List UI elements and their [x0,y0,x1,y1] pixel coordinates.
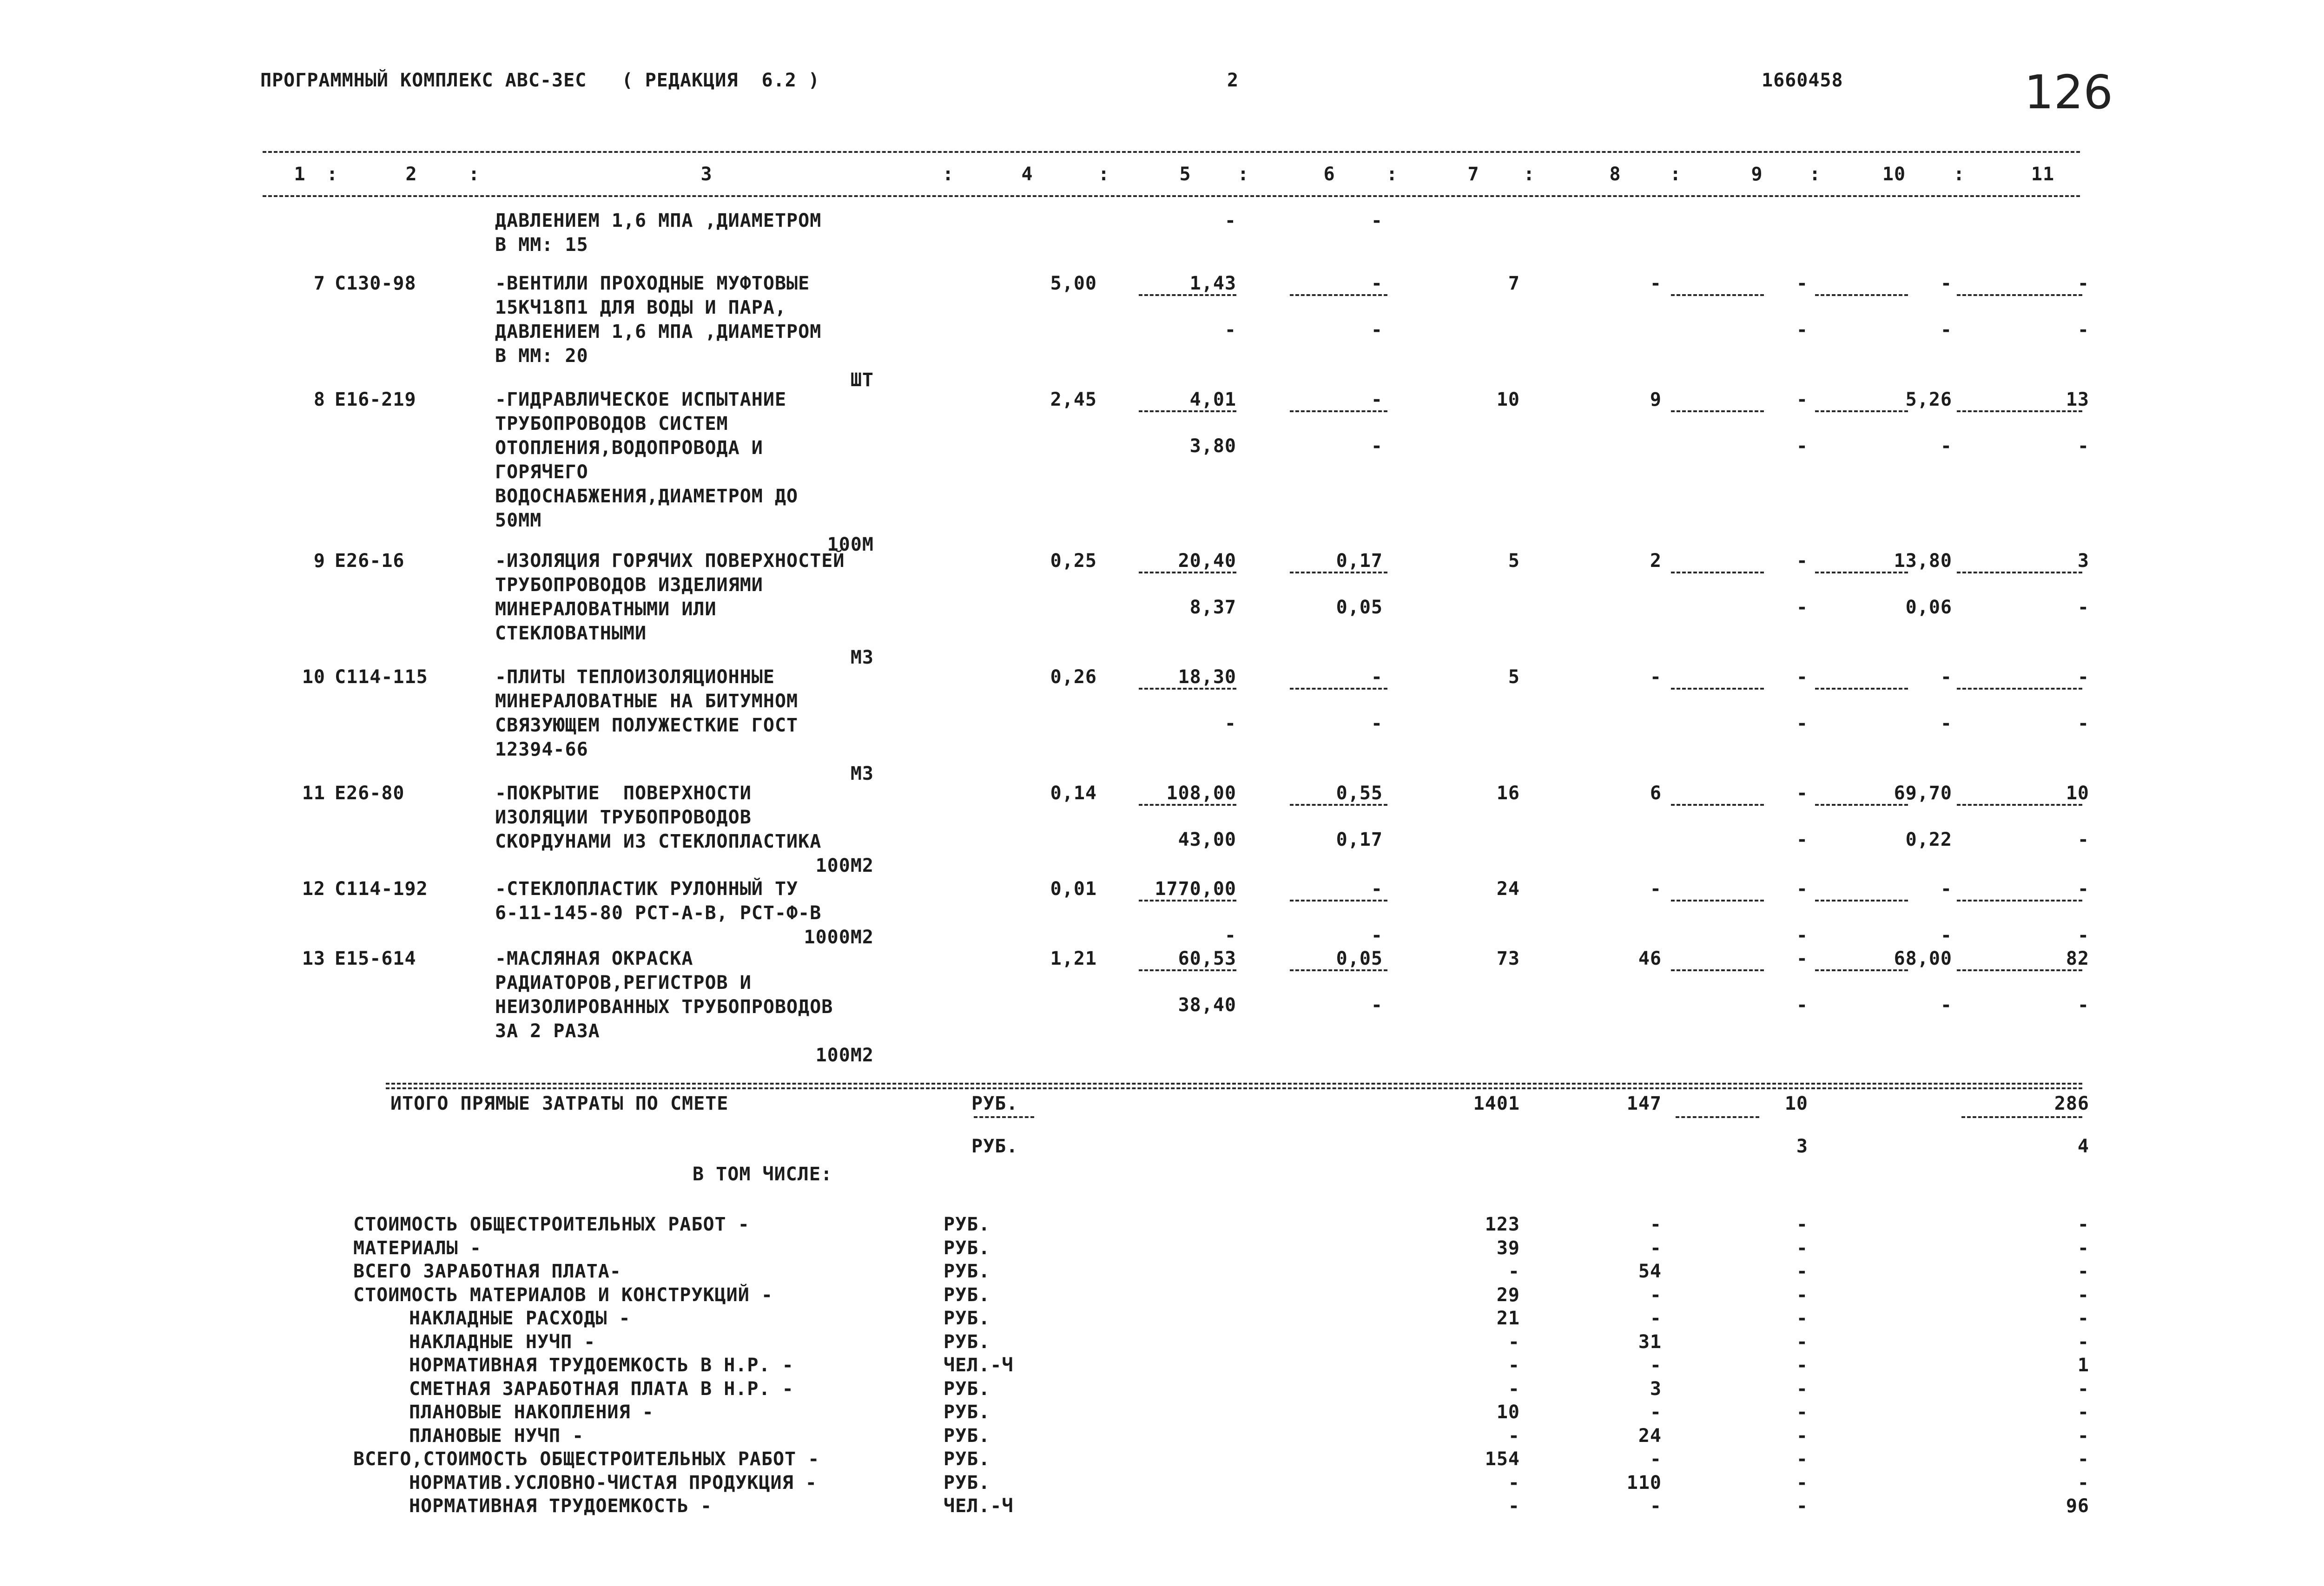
totals-c9: 10 [1784,1093,1808,1114]
cell-divider [1957,294,2082,296]
cell-divider [1139,572,1236,573]
cell-c9: - [1796,783,1808,804]
cell-c9: - [1796,389,1808,410]
column-separator: : [468,164,480,185]
row-number: 12 [302,878,325,900]
column-header-6: 6 [1323,164,1335,185]
desc-line: 12394-66 [495,739,588,760]
column-header-11: 11 [2031,164,2055,185]
breakdown-label: ПЛАНОВЫЕ НАКОПЛЕНИЯ - [409,1402,654,1423]
cell-qty: 0,26 [1050,666,1097,688]
cell-c6: - [1371,713,1383,734]
totals-c9: 3 [1796,1136,1808,1157]
breakdown-label: СМЕТНАЯ ЗАРАБОТНАЯ ПЛАТА В Н.Р. - [409,1378,794,1400]
breakdown-unit: РУБ. [944,1261,990,1282]
column-header-9: 9 [1751,164,1763,185]
breakdown-c8: - [1650,1237,1662,1259]
desc-line: В ММ: 15 [495,234,588,256]
cell-qty: 1,21 [1050,948,1097,969]
cell-c10: - [1940,713,1952,734]
cell-c8: 46 [1638,948,1662,969]
cell-c10: 0,22 [1905,829,1952,850]
breakdown-c9: - [1796,1425,1808,1447]
cell-c10: - [1940,273,1952,294]
cell-divider [1290,410,1387,412]
row-code: С114-115 [335,666,428,688]
totals-divider [974,1116,1034,1118]
desc-line: В ММ: 20 [495,345,588,367]
cell-divider [1815,572,1908,573]
cell-c6: - [1371,994,1383,1016]
document-number: 1660458 [1762,70,1843,91]
cell-divider [1139,969,1236,971]
cell-c5: 4,01 [1189,389,1236,410]
cell-c11: - [2077,435,2089,457]
breakdown-c11: - [2077,1378,2089,1400]
breakdown-c11: - [2077,1448,2089,1470]
sheet-number: 2 [1227,70,1239,91]
cell-c5: 18,30 [1178,666,1236,688]
cell-c10: - [1940,666,1952,688]
cell-c10: - [1940,994,1952,1016]
column-separator: : [1386,164,1398,185]
cell-c6: 0,55 [1336,783,1383,804]
cell-divider [1957,410,2082,412]
cell-c11: - [2077,925,2089,946]
cell-c6: - [1371,666,1383,688]
breakdown-c7: 154 [1485,1448,1520,1470]
cell-c10: 68,00 [1894,948,1952,969]
desc-line: СКОРДУНАМИ ИЗ СТЕКЛОПЛАСТИКА [495,831,822,852]
breakdown-label: НОРМАТИВНАЯ ТРУДОЕМКОСТЬ В Н.Р. - [409,1355,794,1376]
desc-line: -ПОКРЫТИЕ ПОВЕРХНОСТИ [495,783,752,804]
cell-c7: 10 [1496,389,1520,410]
cell-c6: - [1371,319,1383,341]
breakdown-c7: 123 [1485,1214,1520,1235]
breakdown-c9: - [1796,1495,1808,1517]
breakdown-unit: ЧЕЛ.-Ч [944,1355,1014,1376]
cell-c5: 1770,00 [1155,878,1236,900]
cell-c5: 60,53 [1178,948,1236,969]
cell-divider [1957,969,2082,971]
cell-divider [1290,572,1387,573]
desc-line: ИЗОЛЯЦИИ ТРУБОПРОВОДОВ [495,807,752,828]
cell-c7: 16 [1496,783,1520,804]
cell-c9: - [1796,666,1808,688]
breakdown-c11: - [2077,1402,2089,1423]
desc-line: СВЯЗУЮЩЕМ ПОЛУЖЕСТКИЕ ГОСТ [495,715,799,736]
breakdown-c8: 24 [1638,1425,1662,1447]
cell-c11: - [2077,597,2089,618]
column-separator: : [942,164,954,185]
desc-line: ЗА 2 РАЗА [495,1020,600,1042]
breakdown-c8: 110 [1626,1472,1662,1494]
program-title: ПРОГРАММНЫЙ КОМПЛЕКС АВС-3ЕС ( РЕДАКЦИЯ 6.2 ) [260,70,820,91]
totals-c11: 4 [2077,1136,2089,1157]
cell-c6: 0,05 [1336,948,1383,969]
totals-divider [1676,1116,1759,1118]
cell-divider [1671,294,1764,296]
row-code: С114-192 [335,878,428,900]
row-code: Е16-219 [335,389,416,410]
breakdown-c9: - [1796,1472,1808,1494]
cell-divider [1671,900,1764,902]
column-header-7: 7 [1467,164,1479,185]
breakdown-c11: - [2077,1308,2089,1329]
cell-divider [1139,804,1236,806]
cell-c10: - [1940,925,1952,946]
totals-top-rule-2 [386,1087,2082,1089]
column-header-3: 3 [700,164,713,185]
handwritten-page-number: 126 [2024,65,2113,119]
cell-divider [1815,410,1908,412]
cell-c7: 73 [1496,948,1520,969]
cell-c5: - [1224,210,1236,231]
breakdown-c7: - [1508,1331,1520,1353]
breakdown-c8: - [1650,1355,1662,1376]
desc-line: -ПЛИТЫ ТЕПЛОИЗОЛЯЦИОННЫЕ [495,666,775,688]
cell-divider [1671,688,1764,690]
breakdown-label: НАКЛАДНЫЕ РАСХОДЫ - [409,1308,631,1329]
breakdown-label: СТОИМОСТЬ ОБЩЕСТРОИТЕЛЬНЫХ РАБОТ - [353,1214,750,1235]
breakdown-c9: - [1796,1284,1808,1306]
breakdown-c8: - [1650,1214,1662,1235]
breakdown-c7: 10 [1496,1402,1520,1423]
cell-c6: - [1371,273,1383,294]
breakdown-unit: РУБ. [944,1214,990,1235]
totals-divider [1961,1116,2082,1118]
breakdown-label: СТОИМОСТЬ МАТЕРИАЛОВ И КОНСТРУКЦИЙ - [353,1284,773,1306]
desc-line: ДАВЛЕНИЕМ 1,6 МПА ,ДИАМЕТРОМ [495,210,822,231]
cell-c5: - [1224,925,1236,946]
row-number: 7 [313,273,325,294]
breakdown-c9: - [1796,1402,1808,1423]
row-number: 8 [313,389,325,410]
column-separator: : [326,164,338,185]
cell-c6: - [1371,210,1383,231]
breakdown-c11: - [2077,1472,2089,1494]
cell-c5: 1,43 [1189,273,1236,294]
cell-c6: 0,05 [1336,597,1383,618]
cell-c11: - [2077,829,2089,850]
cell-c11: - [2077,273,2089,294]
cell-divider [1290,294,1387,296]
column-separator: : [1523,164,1535,185]
totals-c11: 286 [2054,1093,2089,1114]
desc-line: СТЕКЛОВАТНЫМИ [495,623,647,644]
row-code: Е26-16 [335,550,405,572]
cell-c6: - [1371,925,1383,946]
breakdown-label: ВСЕГО ЗАРАБОТНАЯ ПЛАТА- [353,1261,621,1282]
cell-c7: 5 [1508,666,1520,688]
column-separator: : [1098,164,1110,185]
cell-c11: 10 [2066,783,2089,804]
cell-c11: - [2077,713,2089,734]
cell-qty: 0,01 [1050,878,1097,900]
cell-c11: 13 [2066,389,2089,410]
cell-c10: 5,26 [1905,389,1952,410]
cell-divider [1671,572,1764,573]
desc-line: ВОДОСНАБЖЕНИЯ,ДИАМЕТРОМ ДО [495,486,799,507]
desc-line: 50ММ [495,510,542,531]
column-separator: : [1670,164,1682,185]
cell-c5: 20,40 [1178,550,1236,572]
cell-c10: - [1940,878,1952,900]
cell-c5: - [1224,319,1236,341]
desc-line: ДАВЛЕНИЕМ 1,6 МПА ,ДИАМЕТРОМ [495,321,822,342]
desc-line: -ИЗОЛЯЦИЯ ГОРЯЧИХ ПОВЕРХНОСТЕЙ [495,550,845,572]
cell-divider [1671,969,1764,971]
cell-c7: 5 [1508,550,1520,572]
cell-qty: 0,14 [1050,783,1097,804]
cell-c5: 108,00 [1166,783,1236,804]
breakdown-c9: - [1796,1261,1808,1282]
cell-c8: 6 [1650,783,1662,804]
breakdown-unit: ЧЕЛ.-Ч [944,1495,1014,1517]
cell-divider [1290,969,1387,971]
totals-unit: РУБ. [971,1093,1018,1114]
desc-line: ГОРЯЧЕГО [495,461,588,483]
desc-line: -ГИДРАВЛИЧЕСКОЕ ИСПЫТАНИЕ [495,389,787,410]
breakdown-c11: - [2077,1261,2089,1282]
cell-divider [1815,969,1908,971]
breakdown-c8: - [1650,1402,1662,1423]
breakdown-c7: 29 [1496,1284,1520,1306]
desc-line: МИНЕРАЛОВАТНЫЕ НА БИТУМНОМ [495,691,799,712]
row-number: 10 [302,666,325,688]
header-bottom-rule [263,195,2080,197]
totals-top-rule [386,1083,2082,1085]
totals-label: ИТОГО ПРЯМЫЕ ЗАТРАТЫ ПО СМЕТЕ [390,1093,729,1114]
breakdown-c9: - [1796,1355,1808,1376]
breakdown-c7: - [1508,1425,1520,1447]
breakdown-unit: РУБ. [944,1378,990,1400]
row-code: Е26-80 [335,783,405,804]
breakdown-c11: - [2077,1331,2089,1353]
breakdown-c7: - [1508,1378,1520,1400]
cell-c6: - [1371,878,1383,900]
cell-c10: - [1940,435,1952,457]
column-separator: : [1237,164,1249,185]
breakdown-c9: - [1796,1331,1808,1353]
cell-divider [1957,688,2082,690]
cell-c9: - [1796,994,1808,1016]
cell-c6: - [1371,435,1383,457]
breakdown-unit: РУБ. [944,1472,990,1494]
cell-c6: 0,17 [1336,550,1383,572]
breakdown-unit: РУБ. [944,1425,990,1447]
breakdown-label: ВСЕГО,СТОИМОСТЬ ОБЩЕСТРОИТЕЛЬНЫХ РАБОТ - [353,1448,820,1470]
cell-c9: - [1796,878,1808,900]
desc-line: -МАСЛЯНАЯ ОКРАСКА [495,948,693,969]
cell-c9: - [1796,550,1808,572]
cell-c10: 13,80 [1894,550,1952,572]
unit-label: 100М2 [815,855,874,876]
breakdown-c7: 21 [1496,1308,1520,1329]
desc-line: РАДИАТОРОВ,РЕГИСТРОВ И [495,972,752,994]
cell-c11: - [2077,878,2089,900]
row-number: 9 [313,550,325,572]
column-header-5: 5 [1179,164,1191,185]
column-header-10: 10 [1882,164,1906,185]
desc-line: ТРУБОПРОВОДОВ СИСТЕМ [495,413,728,434]
header-top-rule [263,151,2080,153]
cell-qty: 2,45 [1050,389,1097,410]
breakdown-c9: - [1796,1214,1808,1235]
desc-line: -СТЕКЛОПЛАСТИК РУЛОННЫЙ ТУ [495,878,799,900]
breakdown-c7: - [1508,1472,1520,1494]
unit-label: 1000М2 [804,927,874,948]
cell-divider [1671,410,1764,412]
breakdown-c8: 31 [1638,1331,1662,1353]
breakdown-label: НАКЛАДНЫЕ НУЧП - [409,1331,596,1353]
cell-c11: - [2077,319,2089,341]
cell-c7: 7 [1508,273,1520,294]
unit-label: ШТ [850,369,874,391]
cell-divider [1957,572,2082,573]
cell-divider [1139,900,1236,902]
breakdown-unit: РУБ. [944,1237,990,1259]
cell-c6: 0,17 [1336,829,1383,850]
unit-label: М3 [850,647,874,668]
totals-c7: 1401 [1473,1093,1520,1114]
cell-divider [1290,900,1387,902]
cell-divider [1815,294,1908,296]
cell-c9: - [1796,273,1808,294]
breakdown-c9: - [1796,1308,1808,1329]
desc-line: ОТОПЛЕНИЯ,ВОДОПРОВОДА И [495,437,763,459]
cell-c5: 8,37 [1189,597,1236,618]
cell-c9: - [1796,948,1808,969]
breakdown-unit: РУБ. [944,1402,990,1423]
cell-c5: 38,40 [1178,994,1236,1016]
breakdown-label: НОРМАТИВ.УСЛОВНО-ЧИСТАЯ ПРОДУКЦИЯ - [409,1472,817,1494]
cell-c5: 3,80 [1189,435,1236,457]
breakdown-c8: 54 [1638,1261,1662,1282]
column-header-1: 1 [294,164,306,185]
cell-c8: 2 [1650,550,1662,572]
breakdown-c11: - [2077,1284,2089,1306]
breakdown-c8: 3 [1650,1378,1662,1400]
row-code: С130-98 [335,273,416,294]
breakdown-c11: - [2077,1425,2089,1447]
cell-c10: 69,70 [1894,783,1952,804]
cell-divider [1139,410,1236,412]
cell-divider [1957,804,2082,806]
cell-c10: 0,06 [1905,597,1952,618]
cell-qty: 5,00 [1050,273,1097,294]
cell-c9: - [1796,925,1808,946]
cell-c8: - [1650,273,1662,294]
cell-c8: 9 [1650,389,1662,410]
row-code: Е15-614 [335,948,416,969]
cell-c8: - [1650,666,1662,688]
cell-c11: 82 [2066,948,2089,969]
including-label: В ТОМ ЧИСЛЕ: [693,1164,832,1185]
cell-qty: 0,25 [1050,550,1097,572]
breakdown-c11: - [2077,1237,2089,1259]
cell-c9: - [1796,319,1808,341]
cell-divider [1815,804,1908,806]
row-number: 11 [302,783,325,804]
breakdown-c8: - [1650,1495,1662,1517]
unit-label: М3 [850,763,874,784]
cell-divider [1815,900,1908,902]
breakdown-c8: - [1650,1284,1662,1306]
breakdown-c7: - [1508,1495,1520,1517]
desc-line: НЕИЗОЛИРОВАННЫХ ТРУБОПРОВОДОВ [495,996,833,1018]
breakdown-c9: - [1796,1448,1808,1470]
column-header-4: 4 [1021,164,1033,185]
cell-c9: - [1796,597,1808,618]
breakdown-unit: РУБ. [944,1448,990,1470]
cell-divider [1290,688,1387,690]
desc-line: 15КЧ18П1 ДЛЯ ВОДЫ И ПАРА, [495,297,787,318]
cell-c9: - [1796,829,1808,850]
cell-c11: - [2077,994,2089,1016]
cell-c9: - [1796,435,1808,457]
breakdown-c8: - [1650,1308,1662,1329]
breakdown-unit: РУБ. [944,1331,990,1353]
breakdown-c9: - [1796,1237,1808,1259]
cell-c8: - [1650,878,1662,900]
cell-divider [1139,294,1236,296]
breakdown-label: МАТЕРИАЛЫ - [353,1237,482,1259]
totals-c8: 147 [1626,1093,1662,1114]
breakdown-c7: 39 [1496,1237,1520,1259]
breakdown-c11: 1 [2077,1355,2089,1376]
breakdown-label: НОРМАТИВНАЯ ТРУДОЕМКОСТЬ - [409,1495,713,1517]
cell-c9: - [1796,713,1808,734]
cell-c11: - [2077,666,2089,688]
column-header-2: 2 [405,164,417,185]
cell-c6: - [1371,389,1383,410]
breakdown-unit: РУБ. [944,1308,990,1329]
breakdown-c11: 96 [2066,1495,2089,1517]
cell-c11: 3 [2077,550,2089,572]
cell-divider [1957,900,2082,902]
cell-divider [1671,804,1764,806]
cell-c5: 43,00 [1178,829,1236,850]
breakdown-unit: РУБ. [944,1284,990,1306]
row-number: 13 [302,948,325,969]
totals-unit: РУБ. [971,1136,1018,1157]
cell-c10: - [1940,319,1952,341]
column-separator: : [1953,164,1965,185]
cell-c5: - [1224,713,1236,734]
cell-divider [1290,804,1387,806]
cell-c7: 24 [1496,878,1520,900]
breakdown-label: ПЛАНОВЫЕ НУЧП - [409,1425,584,1447]
breakdown-c7: - [1508,1261,1520,1282]
unit-label: 100М [827,534,874,555]
desc-line: -ВЕНТИЛИ ПРОХОДНЫЕ МУФТОВЫЕ [495,273,810,294]
desc-line: 6-11-145-80 РСТ-А-В, РСТ-Ф-В [495,902,822,924]
breakdown-c9: - [1796,1378,1808,1400]
cell-divider [1139,688,1236,690]
column-separator: : [1809,164,1821,185]
desc-line: ТРУБОПРОВОДОВ ИЗДЕЛИЯМИ [495,574,763,596]
breakdown-c7: - [1508,1355,1520,1376]
breakdown-c11: - [2077,1214,2089,1235]
column-header-8: 8 [1609,164,1621,185]
unit-label: 100М2 [815,1045,874,1066]
cell-divider [1815,688,1908,690]
breakdown-c8: - [1650,1448,1662,1470]
desc-line: МИНЕРАЛОВАТНЫМИ ИЛИ [495,599,717,620]
